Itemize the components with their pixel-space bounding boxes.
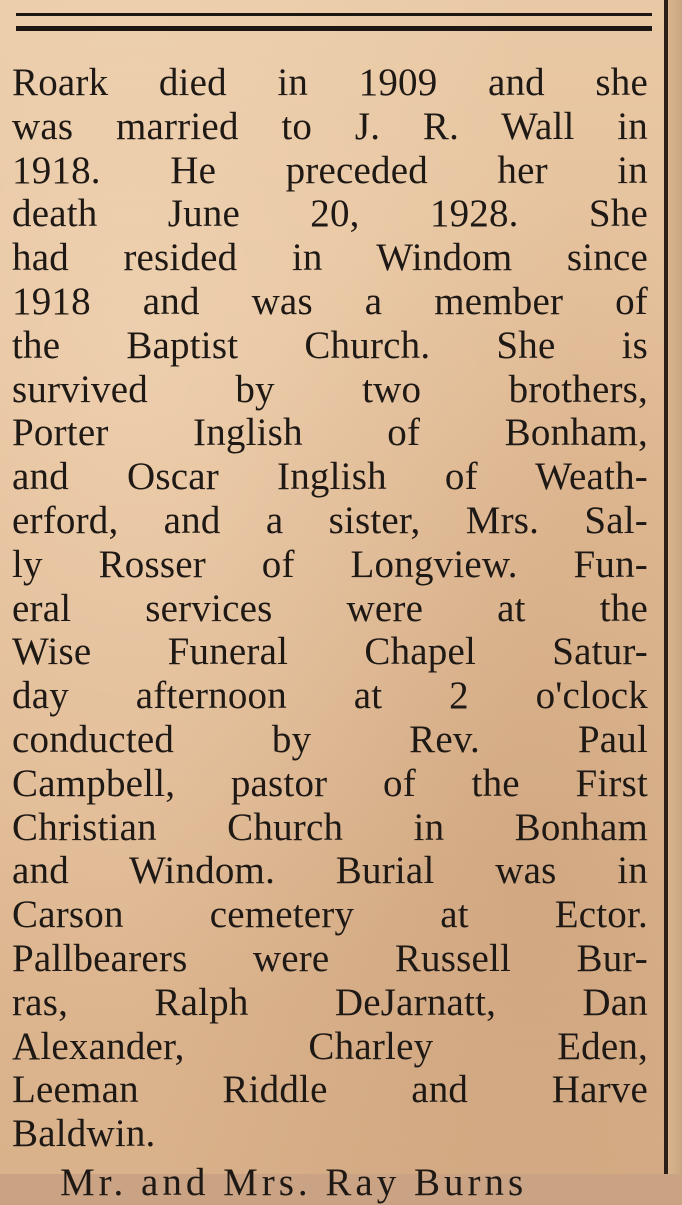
article-line: and Oscar Inglish of Weath-	[12, 455, 648, 499]
article-line: had resided in Windom since	[12, 236, 648, 280]
column-rule-top	[16, 13, 652, 16]
article-line: Porter Inglish of Bonham,	[12, 411, 648, 455]
article-line: 1918 and was a member of	[12, 279, 648, 323]
article-line: eral services were at the	[12, 586, 648, 630]
article-line: erford, and a sister, Mrs. Sal-	[12, 498, 648, 542]
column-rule-bottom	[16, 26, 652, 31]
article-line: day afternoon at 2 o'clock	[12, 674, 648, 718]
background-paper-edge	[668, 0, 682, 1174]
article-line: Roark died in 1909 and she	[12, 61, 648, 104]
cut-off-next-paragraph: Mr. and Mrs. Ray Burns	[60, 1161, 528, 1204]
article-line: Wise Funeral Chapel Satur-	[12, 630, 648, 674]
article-line: conducted by Rev. Paul	[12, 717, 648, 761]
article-line: Alexander, Charley Eden,	[12, 1024, 648, 1068]
article-line: Campbell, pastor of the First	[12, 761, 648, 805]
article-line: death June 20, 1928. She	[12, 192, 648, 236]
article-line: ly Rosser of Longview. Fun-	[12, 542, 648, 586]
article-line: ras, Ralph DeJarnatt, Dan	[12, 980, 648, 1024]
article-line: the Baptist Church. She is	[12, 323, 648, 367]
article-line: 1918. He preceded her in	[12, 148, 648, 192]
article-line: survived by two brothers,	[12, 367, 648, 411]
article-line: was married to J. R. Wall in	[12, 104, 648, 148]
article-line: Leeman Riddle and Harve	[12, 1068, 648, 1112]
article-line: Christian Church in Bonham	[12, 805, 648, 849]
article-line: Carson cemetery at Ector.	[12, 893, 648, 937]
article-line: Pallbearers were Russell Bur-	[12, 936, 648, 980]
article-line: Baldwin.	[12, 1112, 156, 1156]
article-line: and Windom. Burial was in	[12, 849, 648, 893]
article-column	[12, 61, 648, 1156]
